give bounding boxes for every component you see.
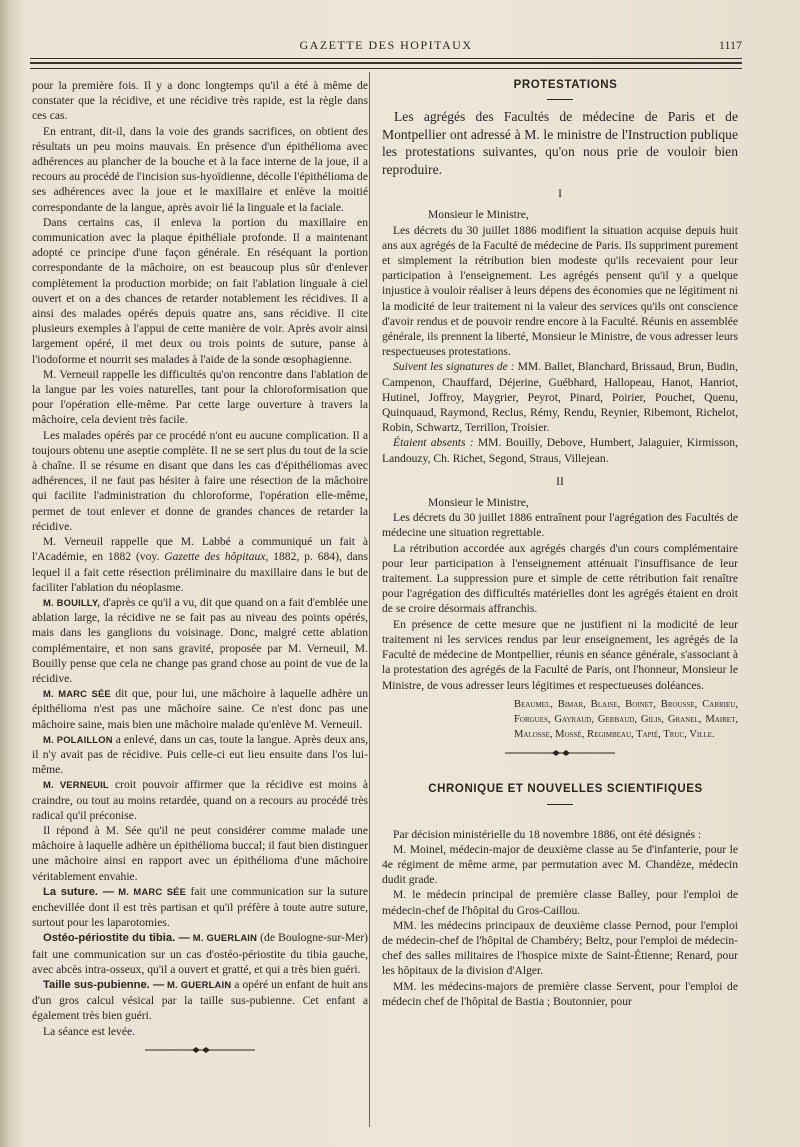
text-run: (de Boulogne-sur-Mer) fait une communication sur un cas d'ostéo-périostite du tibia gauche, avec abcès intra-osseux, qu'il a ouvert et gratté, et qui a très bien guéri. — [32, 931, 368, 976]
page-header — [30, 38, 742, 54]
running-title: GAZETTE DES HOPITAUX — [299, 38, 473, 52]
paragraph — [32, 732, 368, 778]
paragraph — [382, 359, 738, 435]
paragraph — [32, 884, 368, 931]
right-column — [382, 78, 738, 1009]
speaker-name: M. MARC SÉE — [113, 885, 187, 897]
title-underline — [547, 99, 573, 100]
paragraph: La séance est levée. — [43, 1024, 136, 1038]
paragraph: En présence de cette mesure que ne justifient ni la modicité de leur traitement ni les services rendus par leur enseignement, les agrégés de la Faculté de médecine de Montpellier, réunis en séance générale, s'associant à la protestation des agrégés de la Faculté de Paris, ont l'honneur, Monsieur le Ministre, de vous adresser leurs légitimes et respectueuses doléances. — [382, 617, 738, 692]
paragraph: MM. les médecins principaux de deuxième classe Pernod, pour l'emploi de médecin-chef de l'hôpital de Chambéry; Beltz, pour l'emploi de médecin-chef des salles militaires de l'hospice mixte de Saint-Étienne; Renard, pour les hôpitaux de la division d'Alger. — [382, 918, 738, 978]
topic-heading: Ostéo-périostite du tibia. — — [43, 932, 190, 945]
paragraph: La rétribution accordée aux agrégés chargés d'un cours complémentaire pour leur participation à l'enseignement atténuait l'insuffisance de leur traitement. La suppression pure et simple de cette rétribution fait renaître pour l'agrégation des difficultés matérielles dont les agrégés étaient en droit de se croire désormais affranchis. — [382, 541, 738, 616]
text-run: croit pouvoir affirmer que la récidive est moins à craindre, ou tout au moins retardée, quand on a recours au procédé très radical qu'il préconise. — [32, 778, 368, 822]
paragraph: Les malades opérés par ce procédé n'ont eu aucune complication. Il a toujours obtenu une aseptie complète. Il ne se sert plus du tout de la scie à chaîne. Il se résume en disant que dans les cas d'épithéliomas avec adhérences, il ne faut pas hésiter à faire une résection de la mâchoire qui facilite l'administration du chloroforme, l'opération elle-même, permet de tout enlever et donne de grandes chances de retarder la récidive. — [32, 428, 368, 533]
lead-paragraph: Les agrégés des Facultés de médecine de Paris et de Montpellier ont adressé à M. le ministre de l'Instruction publique les protestations suivantes, qu'on nous prie de vouloir bien reproduire. — [382, 109, 738, 177]
speaker-name: M. GUERLAIN — [189, 932, 258, 944]
speaker-name: M. POLAILLON — [43, 733, 113, 745]
paragraph: Par décision ministérielle du 18 novembre 1886, ont été désignés : — [393, 827, 702, 841]
paragraph: MM. les médecins-majors de première classe Servent, pour l'emploi de médecin chef de l'hôpital de Bastia ; Boutonnier, pour — [382, 979, 738, 1008]
absentees: MM. Bouilly, Debove, Humbert, Jalaguier, Kirmisson, Landouzy, Ch. Richet, Segond, Straus, Villejean. — [382, 436, 738, 465]
paragraph — [32, 534, 368, 595]
spacer — [382, 813, 738, 827]
ornament-rule-icon — [505, 748, 615, 758]
ornament-rule-icon — [145, 1045, 255, 1055]
title-underline — [547, 804, 573, 805]
topic-heading: La suture. — — [43, 885, 114, 898]
paragraph: M. Verneuil rappelle les difficultés qu'on rencontre dans l'ablation de la langue par les voies naturelles, tant pour la chloroformisation que pour l'opération elle-même. Par cette large ouverture à travers la mâchoire, cela devient très facile. — [32, 367, 368, 427]
header-rule-thick — [30, 62, 742, 64]
text-run: M. Verneuil rappelle que M. Labbé a communiqué un fait à l'Académie, en 1882 (voy. — [32, 535, 368, 564]
page-number: 1117 — [718, 38, 742, 52]
paragraph: Les décrets du 30 juillet 1886 modifient la situation acquise depuis huit ans aux agrégés de la Faculté de médecine de Paris. Ils suppriment purement et simplement la rétribution bien modeste qu'ils recevaient pour leur participation à l'enseignement. Les agrégés pensent qu'il y a quelque injustice à vouloir réaliser à leurs dépens des économies que ne légitiment ni la modicité de leur traitement ni la valeur des services qu'ils ont conscience d'avoir rendus et de pouvoir rendre encore à la Faculté. Réunis en assemblée générale, ils prennent la liberté, Monsieur le Ministre, de vous adresser leurs respectueuses protestations. — [382, 223, 738, 359]
column-divider — [369, 72, 370, 1127]
section-ornament — [32, 1045, 368, 1059]
signatories: MM. Ballet, Blanchard, Brissaud, Brun, Budin, Campenon, Chauffard, Déjerine, Guébhard, Hallopeau, Hanot, Hanriot, Hutinel, Joffroy, Maygrier, Peyrot, Pinard, Poirier, Pouchet, Quenu, Quinquaud, Raymond, Reclus, Rémy, Rendu, Reynier, Ribemont, Richelot, Robin, Schwartz, Terrillon, Troisier. — [382, 360, 738, 435]
salutation: Monsieur le Ministre, — [428, 208, 529, 222]
speaker-name: M. GUERLAIN — [164, 978, 232, 990]
journal-title: Gazette des hôpitaux — [164, 550, 266, 564]
section-title-chronique: CHRONIQUE ET NOUVELLES SCIENTIFIQUES — [428, 783, 703, 796]
paragraph: pour la première fois. Il y a donc longtemps qu'il a été à même de constater que la récidive, et une récidive très rapide, est la règle dans ces cas. — [32, 79, 368, 123]
text-run: fait une communication sur la suture enchevillée dont il est très partisan et qu'il préfère à toute autre suture, surtout pour les laparotomies. — [32, 884, 368, 930]
paragraph: M. Moinel, médecin-major de deuxième classe au 5e d'infanterie, pour le 4e régiment de même arme, par permutation avec M. Chandèze, médecin dudit grade. — [382, 842, 738, 887]
paragraph — [32, 595, 368, 686]
salutation: Monsieur le Ministre, — [428, 496, 529, 510]
paragraph: Il répond à M. Sée qu'il ne peut considérer comme malade une mâchoire à laquelle adhère un épithélioma buccal; il faut bien distinguer une mâchoire ainsi en rapport avec un épithélioma d'une mâchoire véritablement envahie. — [32, 823, 368, 883]
paragraph: M. le médecin principal de première classe Balley, pour l'emploi de médecin-chef de l'hôpital du Gros-Caillou. — [382, 888, 738, 917]
speaker-name: M. VERNEUIL — [43, 779, 109, 791]
italic-lead: Étaient absents : — [393, 436, 474, 450]
italic-lead: Suivent les signatures de : — [393, 360, 515, 374]
header-rule-top — [30, 58, 742, 59]
paragraph — [32, 686, 368, 732]
speaker-name: M. MARC SÉE — [43, 688, 111, 700]
text-run: a enlevé, dans un cas, toute la langue. Après deux ans, il n'y avait pas de récidive. Puis celle-ci eut lieu ensuite dans l'os lui-même. — [32, 732, 368, 777]
topic-heading: Taille sus-pubienne. — — [43, 978, 165, 991]
text-run: , 1882, p. 684), dans lequel il a fait cette résection préliminaire du maxillaire dans le but de faciliter l'ablation du néoplasme. — [32, 550, 368, 594]
paragraph: En entrant, dit-il, dans la voie des grands sacrifices, on obtient des résultats un peu moins mauvais. En présence d'un épithélioma avec adhérences au plancher de la bouche et à la face interne de la joue, il a recours au procédé de l'incision sus-hyoïdienne, décolle l'épithélioma de ses adhérences avec la joue et le maxillaire et enlève la moitié correspondante de la langue, après avoir lié la linguale et la faciale. — [32, 124, 368, 214]
letter-number: II — [556, 474, 564, 488]
text-run: a opéré un enfant de huit ans d'un gros calcul vésical par la taille sus-pubienne. Cet enfant a également très bien guéri. — [32, 977, 368, 1023]
paragraph: Dans certains cas, il enleva la portion du maxillaire en communication avec la plaque épithéliale profonde. Il a maintenant adopté ce principe d'une façon générale. En réséquant la portion correspondante de la mâchoire, on est beaucoup plus sûr d'enlever complètement la production morbide; on fait l'ablation linguale à ciel ouvert et on a des chances de retarder notablement les récidives. Il a ainsi des malades opérés depuis quatre ans, sans récidive. Il cite plusieurs exemples à l'appui de cette manière de voir. Après avoir ainsi largement opéré, il met deux ou trois points de suture, panse à l'iodoforme et nourrit ses malades à l'aide de la sonde œsophagienne. — [32, 215, 368, 366]
paragraph — [32, 930, 368, 977]
paragraph — [32, 777, 368, 823]
left-column — [32, 78, 368, 1065]
paragraph — [382, 435, 738, 465]
text-run: dit que, pour lui, une mâchoire à laquelle adhère un épithélioma n'est pas une mâchoire saine. Ce n'est donc pas une mâchoire saine, mais bien une mâchoire malade qu'enlève M. Verneuil. — [32, 687, 368, 731]
section-ornament — [382, 748, 738, 762]
section-title-protestations: PROTESTATIONS — [513, 79, 618, 91]
spacer — [382, 768, 738, 782]
header-rule-bottom — [30, 68, 742, 69]
signatories-list: Beaumel, Bimar, Blaise, Boinet, Brousse, Carrieu, Forgues, Gayraud, Gerbaud, Gilis, Granel, Mairet, Malosse, Mossé, Regimbeau, Tapié, Truc, Ville. — [514, 698, 738, 741]
paragraph: Les décrets du 30 juillet 1886 entraînent pour l'agrégation des Facultés de médecine une situation regrettable. — [382, 511, 738, 540]
paragraph — [32, 977, 368, 1024]
letter-number: I — [558, 187, 562, 201]
text-run: d'après ce qu'il a vu, dit que quand on a fait d'emblée une ablation large, la récidive ne se fait pas au niveau des points opérés, mais dans les ganglions du voisinage. Donc, malgré cette ablation complémentaire, et non sans gravité, proposée par M. Verneuil, M. Bouilly pense que cela ne change pas grand chose au point de vue de la récidive. — [32, 595, 368, 685]
speaker-name: M. BOUILLY, — [43, 596, 101, 608]
